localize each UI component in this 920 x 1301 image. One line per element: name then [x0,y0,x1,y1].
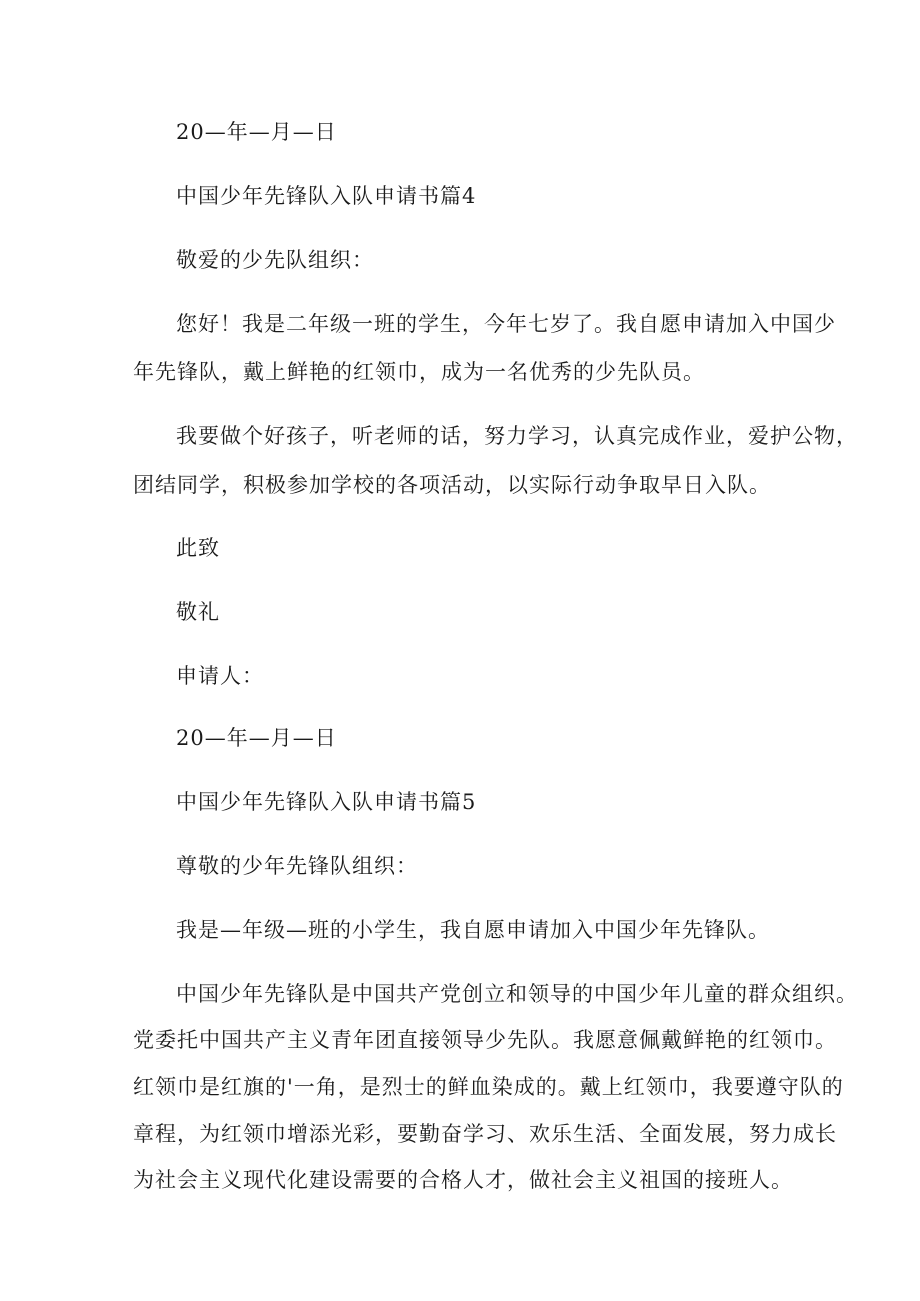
regards-line: 敬礼 [176,600,220,624]
paragraph-line: 年先锋队，戴上鲜艳的红领巾，成为一名优秀的少先队员。 [133,360,705,384]
applicant-line: 申请人： [176,664,264,688]
paragraph-line: 为社会主义现代化建设需要的合格人才，做社会主义祖国的接班人。 [133,1168,793,1192]
paragraph-line: 党委托中国共产主义青年团直接领导少先队。我愿意佩戴鲜艳的红领巾。 [133,1028,837,1052]
paragraph-line: 您好！我是二年级一班的学生，今年七岁了。我自愿申请加入中国少 [176,312,836,336]
salutation-4: 敬爱的少先队组织： [176,248,374,272]
section-title-5: 中国少年先锋队入队申请书篇5 [176,790,477,814]
paragraph-line: 章程，为红领巾增添光彩，要勤奋学习、欢乐生活、全面发展，努力成长 [133,1122,837,1146]
date-line-1: 20—年—月—日 [176,120,337,144]
paragraph-line: 我要做个好孩子，听老师的话，努力学习，认真完成作业，爱护公物， [176,424,858,448]
paragraph-line: 红领巾是红旗的'一角，是烈士的鲜血染成的。戴上红领巾，我要遵守队的 [133,1075,844,1099]
salutation-5: 尊敬的少年先锋队组织： [176,854,418,878]
paragraph-line: 中国少年先锋队是中国共产党创立和领导的中国少年儿童的群众组织。 [176,982,858,1006]
closing-line: 此致 [176,536,220,560]
section-title-4: 中国少年先锋队入队申请书篇4 [176,184,477,208]
date-line-2: 20—年—月—日 [176,726,337,750]
paragraph-line: 团结同学，积极参加学校的各项活动，以实际行动争取早日入队。 [133,473,771,497]
paragraph-line: 我是—年级—班的小学生，我自愿申请加入中国少年先锋队。 [176,918,770,942]
